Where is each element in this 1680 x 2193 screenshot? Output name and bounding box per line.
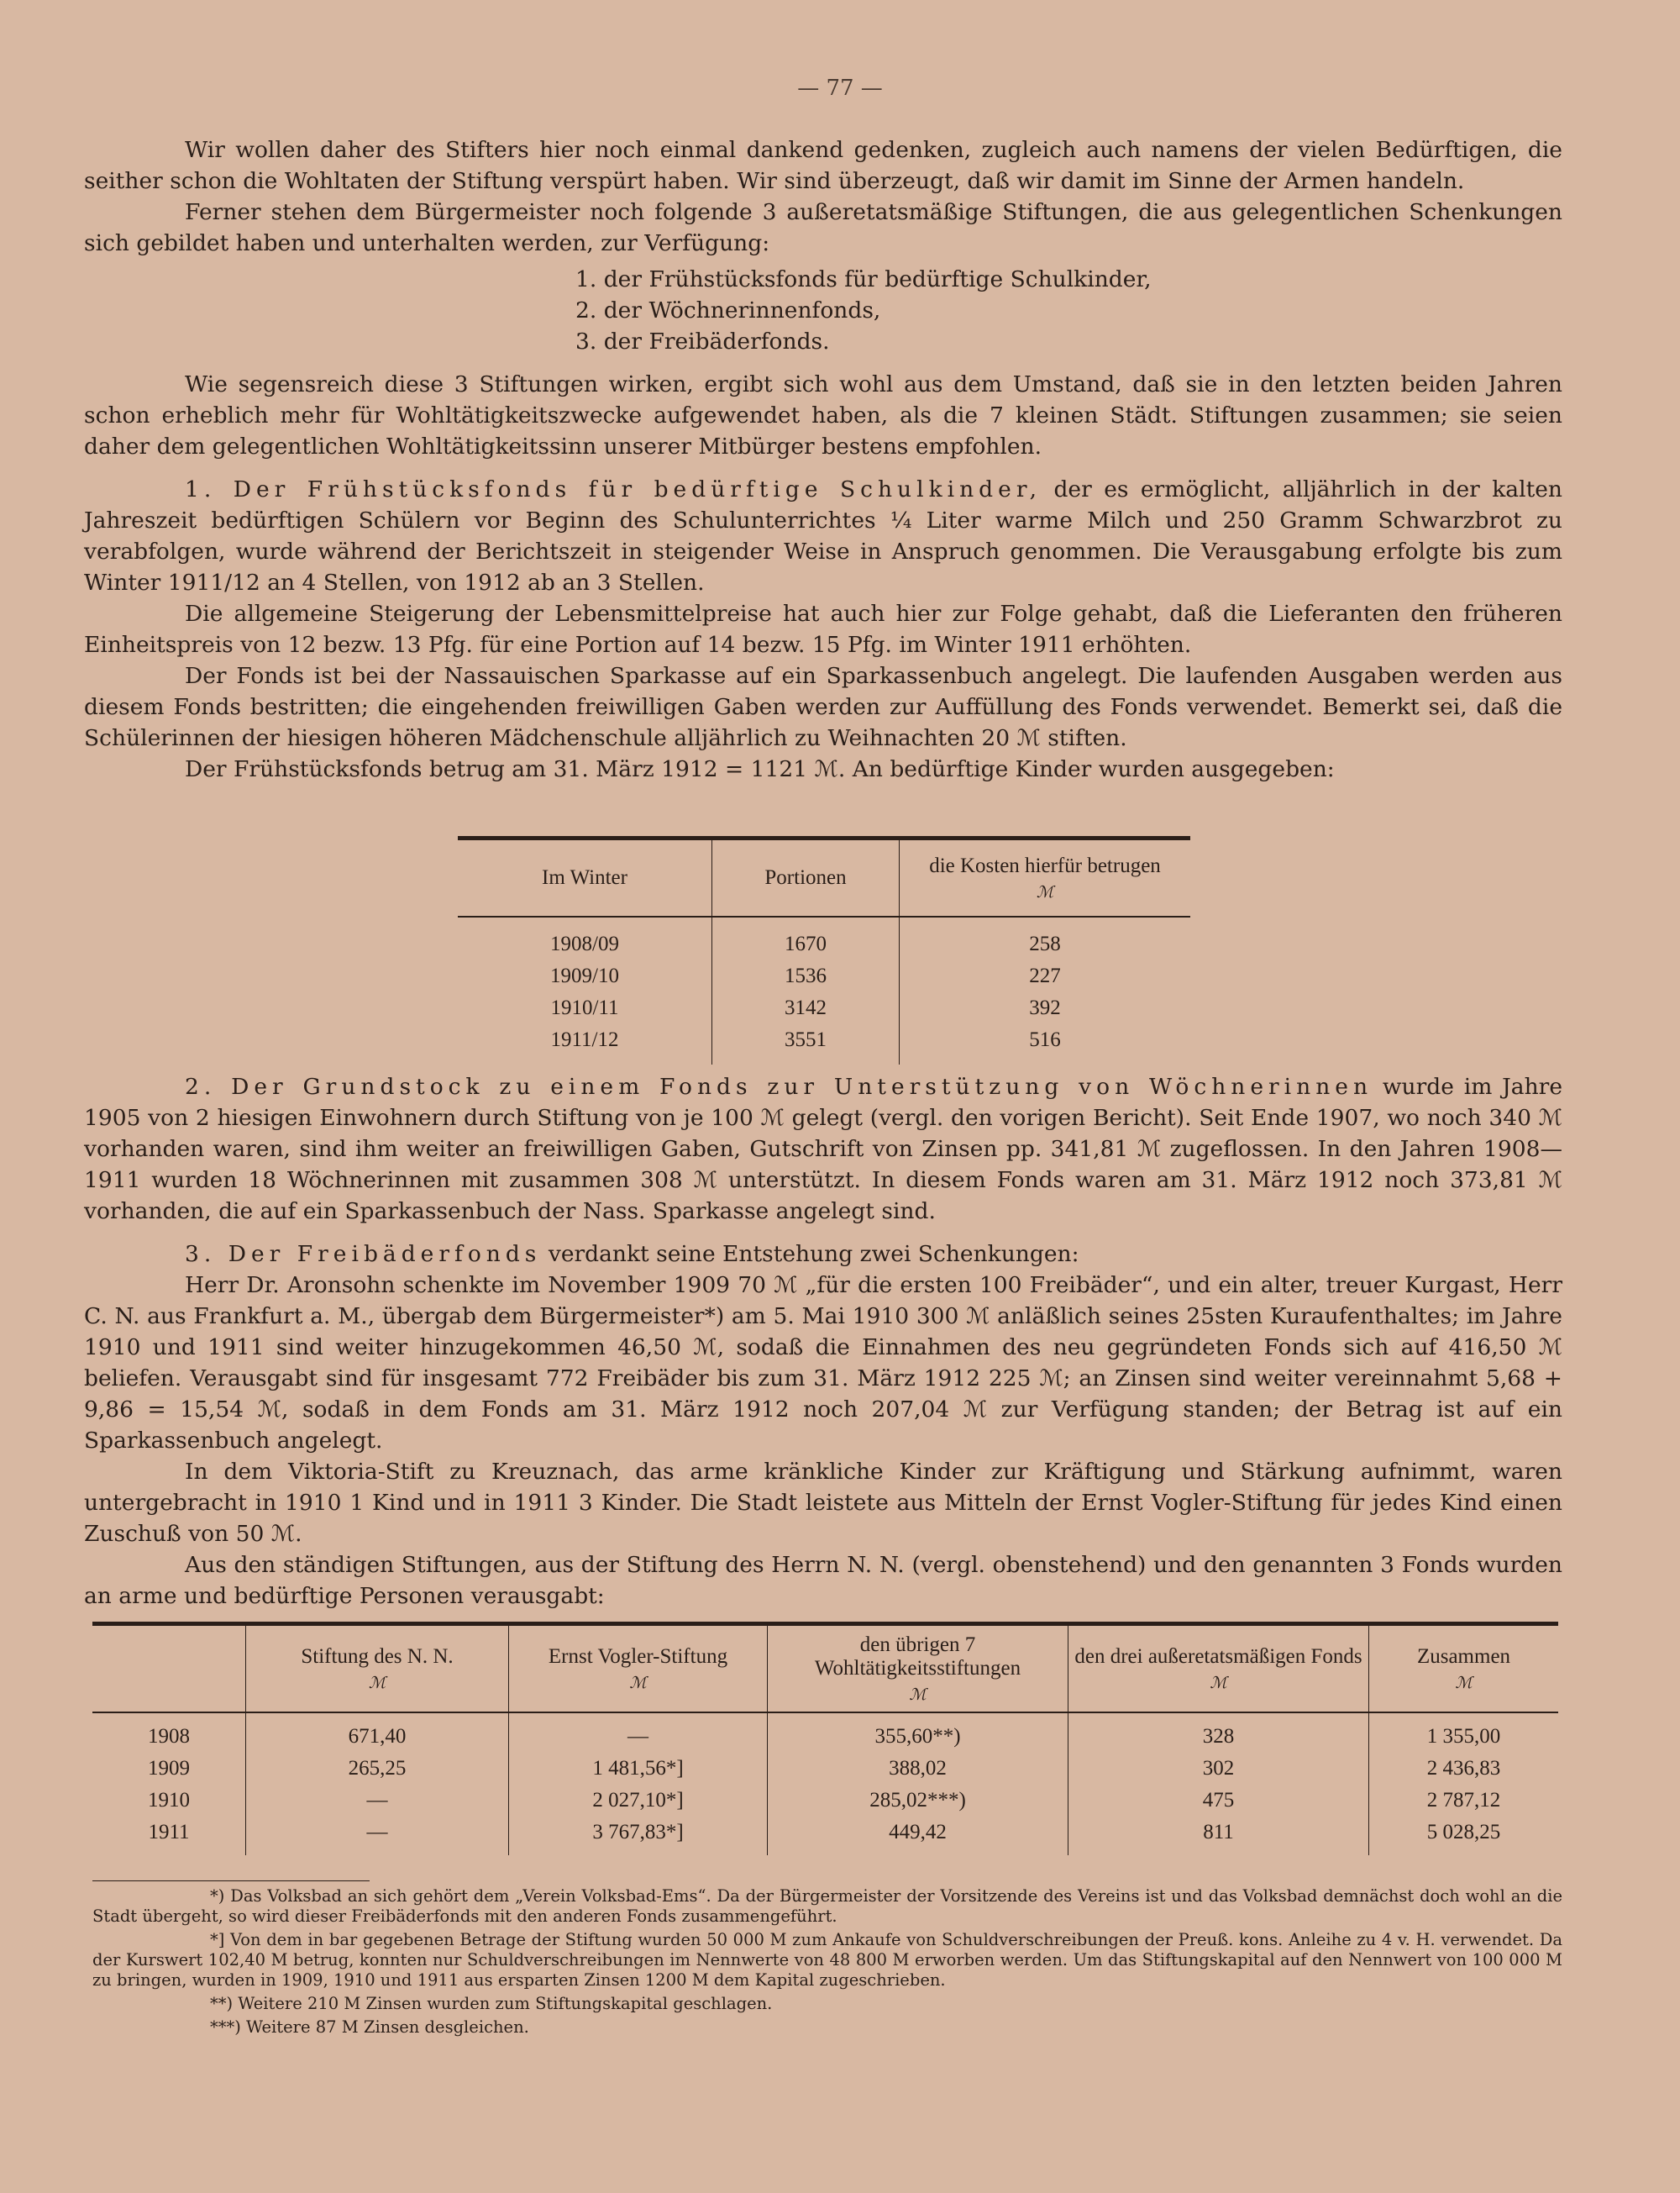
paragraph-11: In dem Viktoria-Stift zu Kreuznach, das arme kränkliche Kinder zur Kräftigung und Stärkung aufnimmt, waren untergebracht in 1910 1 Kind und in 1911 3 Kinder. Die Stadt leistete aus Mitteln der Ernst Vogler-Stiftung für jedes Kind einen Zuschuß von 50 ℳ.: [84, 1459, 1562, 1547]
section-heading: 2. Der Grundstock zu einem Fonds zur Unterstützung von Wöchnerinnen: [185, 1074, 1373, 1100]
list-item: 1. der Frühstücksfonds für bedürftige Schulkinder,: [575, 266, 1152, 292]
table-header: Zusammen ℳ: [1369, 1624, 1559, 1713]
table-header: den übrigen 7 Wohltätigkeitsstiftungen ℳ: [768, 1624, 1068, 1713]
paragraph-7: Der Frühstücksfonds betrug am 31. März 1912 = 1121 ℳ. An bedürftige Kinder wurden ausgegeben:: [185, 756, 1335, 782]
table-row: 1911 — 3 767,83*] 449,42 811 5 028,25: [92, 1817, 1558, 1849]
section-heading: 3. Der Freibäderfonds: [185, 1241, 542, 1267]
paragraph-4: 1. Der Frühstücksfonds für bedürftige Schulkinder, der es ermöglicht, alljährlich in der kalten Jahreszeit bedürftigen Schülern vor Beginn des Schulunterrichtes ¼ Liter warme Milch und 250 Gramm Schwarzbrot zu verabfolgen, wurde während der Berichtszeit in steigender Weise in Anspruch genommen. Die Verausgabung erfolgte bis zum Winter 1911/12 an 4 Stellen, von 1912 ab an 3 Stellen.: [84, 476, 1562, 596]
table-header: Ernst Vogler-Stiftung ℳ: [509, 1624, 768, 1713]
paragraph-1: Wir wollen daher des Stifters hier noch einmal dankend gedenken, zugleich auch namens der vielen Bedürftigen, die seither schon die Wohltaten der Stiftung verspürt haben. Wir sind überzeugt, daß wir damit im Sinne der Armen handeln.: [84, 137, 1562, 194]
table-row: 1910/11 3142 392: [458, 992, 1190, 1024]
paragraph-6: Der Fonds ist bei der Nassauischen Sparkasse auf ein Sparkassenbuch angelegt. Die laufenden Ausgaben werden aus diesem Fonds bestritten; die eingehenden freiwilligen Gaben werden zur Auffüllung des Fonds verwendet. Bemerkt sei, daß die Schülerinnen der hiesigen höheren Mädchenschule alljährlich zu Weihnachten 20 ℳ stiften.: [84, 663, 1562, 751]
footnote: *] Von dem in bar gegebenen Betrage der Stiftung wurden 50 000 M zum Ankaufe von Schuldverschreibungen der Preuß. kons. Anleihe zu 4 v. H. verwendet. Da der Kurswert 102,40 M betrug, konnten nur Schuldverschreibungen im Nennwerte von 48 800 M erworben werden. Um das Stiftungskapital auf den Nennwert von 100 000 M zu bringen, wurden in 1909, 1910 und 1911 aus ersparten Zinsen 1200 M dem Kapital zugeschrieben.: [92, 1930, 1562, 1990]
paragraph-12: Aus den ständigen Stiftungen, aus der Stiftung des Herrn N. N. (vergl. obenstehend) und den genannten 3 Fonds wurden an arme und bedürftige Personen verausgabt:: [84, 1552, 1562, 1609]
list-item: 3. der Freibäderfonds.: [575, 329, 830, 355]
page-number: — 77 —: [797, 76, 883, 101]
table-row: 1910 — 2 027,10*] 285,02***) 475 2 787,12: [92, 1785, 1558, 1817]
expenditure-table: [92, 1622, 1558, 1855]
table-row: 1909/10 1536 227: [458, 960, 1190, 992]
table-header: Portionen: [712, 839, 900, 918]
footnotes: [92, 1886, 1562, 2041]
table-row: 1908/09 1670 258: [458, 928, 1190, 960]
paragraph-9: 3. Der Freibäderfonds verdankt seine Entstehung zwei Schenkungen:: [185, 1241, 1079, 1267]
body-text-2: [84, 1071, 1562, 1612]
footnote: ***) Weitere 87 M Zinsen desgleichen.: [210, 2017, 529, 2037]
footnote: **) Weitere 210 M Zinsen wurden zum Stiftungskapital geschlagen.: [210, 1994, 773, 2013]
breakfast-fund-table: [458, 836, 1190, 1065]
section-heading: 1. Der Frühstücksfonds für bedürftige Schulkinder,: [185, 476, 1042, 502]
footnote-divider: [92, 1880, 370, 1881]
foundation-list: [575, 264, 1562, 357]
table-header: die Kosten hierfür betrugen ℳ: [900, 839, 1191, 918]
list-item: 2. der Wöchnerinnenfonds,: [575, 297, 881, 323]
body-text: [84, 134, 1562, 785]
table-row: 1909 265,25 1 481,56*] 388,02 302 2 436,83: [92, 1753, 1558, 1785]
table-row: 1908 671,40 — 355,60**) 328 1 355,00: [92, 1721, 1558, 1753]
table-header: den drei außeretatsmäßigen Fonds ℳ: [1068, 1624, 1369, 1713]
paragraph-5: Die allgemeine Steigerung der Lebensmittelpreise hat auch hier zur Folge gehabt, daß die Lieferanten den früheren Einheitspreis von 12 bezw. 13 Pfg. für eine Portion auf 14 bezw. 15 Pfg. im Winter 1911 erhöhten.: [84, 601, 1562, 658]
unit-label: ℳ: [1036, 883, 1054, 902]
table-row: 1911/12 3551 516: [458, 1024, 1190, 1056]
paragraph-2: Ferner stehen dem Bürgermeister noch folgende 3 außeretatsmäßige Stiftungen, die aus gelegentlichen Schenkungen sich gebildet haben und unterhalten werden, zur Verfügung:: [84, 199, 1562, 256]
table-header: Stiftung des N. N. ℳ: [246, 1624, 509, 1713]
paragraph-8: 2. Der Grundstock zu einem Fonds zur Unterstützung von Wöchnerinnen wurde im Jahre 1905 von 2 hiesigen Einwohnern durch Stiftung von je 100 ℳ gelegt (vergl. den vorigen Bericht). Seit Ende 1907, wo noch 340 ℳ vorhanden waren, sind ihm weiter an freiwilligen Gaben, Gutschrift von Zinsen pp. 341,81 ℳ zugeflossen. In den Jahren 1908—1911 wurden 18 Wöchnerinnen mit zusammen 308 ℳ unterstützt. In diesem Fonds waren am 31. März 1912 noch 373,81 ℳ vorhanden, die auf ein Sparkassenbuch der Nass. Sparkasse angelegt sind.: [84, 1074, 1563, 1224]
paragraph-10: Herr Dr. Aronsohn schenkte im November 1909 70 ℳ „für die ersten 100 Freibäder“, und ein alter, treuer Kurgast, Herr C. N. aus Frankfurt a. M., übergab dem Bürgermeister*) am 5. Mai 1910 300 ℳ anläßlich seines 25sten Kuraufenthaltes; im Jahre 1910 und 1911 sind weiter hinzugekommen 46,50 ℳ, sodaß die Einnahmen des neu gegründeten Fonds sich auf 416,50 ℳ beliefen. Verausgabt sind für insgesamt 772 Freibäder bis zum 31. März 1912 225 ℳ; an Zinsen sind weiter vereinnahmt 5,68 + 9,86 = 15,54 ℳ, sodaß in dem Fonds am 31. März 1912 noch 207,04 ℳ zur Verfügung standen; der Betrag ist auf ein Sparkassenbuch angelegt.: [84, 1272, 1562, 1454]
paragraph-3: Wie segensreich diese 3 Stiftungen wirken, ergibt sich wohl aus dem Umstand, daß sie in den letzten beiden Jahren schon erheblich mehr für Wohltätigkeitszwecke aufgewendet haben, als die 7 kleinen Städt. Stiftungen zusammen; sie seien daher dem gelegentlichen Wohltätigkeitssinn unserer Mitbürger bestens empfohlen.: [84, 371, 1562, 460]
table-header: Im Winter: [458, 839, 712, 918]
footnote: *) Das Volksbad an sich gehört dem „Verein Volksbad-Ems“. Da der Bürgermeister der Vorsitzende des Vereins ist und das Volksbad demnächst doch wohl an die Stadt übergeht, so wird dieser Freibäderfonds mit den anderen Fonds zusammengeführt.: [92, 1886, 1562, 1926]
